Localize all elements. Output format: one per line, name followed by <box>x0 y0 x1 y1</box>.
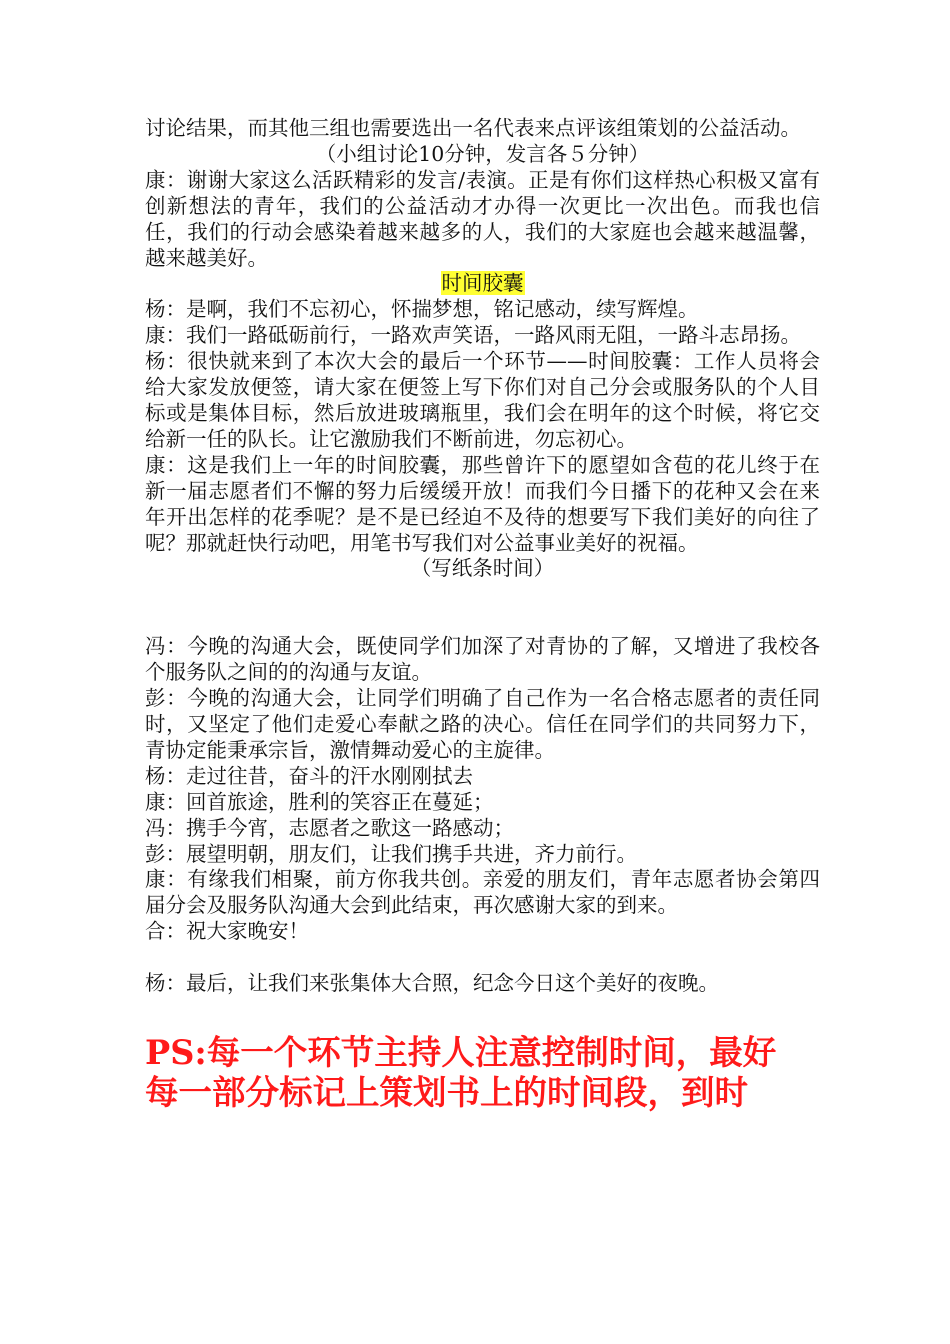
blank-space <box>145 945 820 971</box>
paragraph-yang-2: 杨：很快就来到了本次大会的最后一个环节——时间胶囊：工作人员将会给大家发放便签，请大家在便签上写下你们对自己分会或服务队的个人目标或是集体目标，然后放进玻璃瓶里，我们会在明年的这个时候，将它交给新一任的队长。让它激励我们不断前进，勿忘初心。 <box>145 349 820 451</box>
paragraph-kang-thanks: 康：谢谢大家这么活跃精彩的发言/表演。正是有你们这样热心积极又富有创新想法的青年，我们的公益活动才办得一次更比一次出色。而我也信任，我们的行动会感染着越来越多的人，我们的大家庭也会越来越温馨，越来越美好。 <box>145 167 820 270</box>
section-title-time-capsule <box>145 271 820 297</box>
blank-space <box>145 582 820 634</box>
paragraph-feng-2: 冯：携手今宵，志愿者之歌这一路感动； <box>145 815 514 840</box>
ps-note-line-2: 每一部分标记上策划书上的时间段，到时 <box>145 1073 748 1113</box>
paragraph-discussion-result: 讨论结果，而其他三组也需要选出一名代表来点评该组策划的公益活动。 <box>145 116 801 140</box>
note-writing-time: （写纸条时间） <box>410 556 555 581</box>
paragraph-peng-1: 彭：今晚的沟通大会，让同学们明确了自己作为一名合格志愿者的责任同时，又坚定了他们走爱心奉献之路的决心。信任在同学们的共同努力下，青协定能秉承宗旨，激情舞动爱心的主旋律。 <box>145 686 820 762</box>
note-discussion-time: （小组讨论10分钟，发言各５分钟） <box>315 141 650 166</box>
paragraph-yang-1: 杨：是啊，我们不忘初心，怀揣梦想，铭记感动，续写辉煌。 <box>145 297 699 322</box>
paragraph-kang-4: 康：回首旅途，胜利的笑容正在蔓延； <box>145 789 494 814</box>
paragraph-kang-5: 康：有缘我们相聚，前方你我共创。亲爱的朋友们，青年志愿者协会第四届分会及服务队沟通大会到此结束，再次感谢大家的到来。 <box>145 867 820 918</box>
paragraph-kang-2: 康：我们一路砥砺前行，一路欢声笑语，一路风雨无阻，一路斗志昂扬。 <box>145 323 801 348</box>
ps-note-line-1: PS:每一个环节主持人注意控制时间，最好 <box>145 1033 777 1073</box>
paragraph-yang-4: 杨：最后，让我们来张集体大合照，纪念今日这个美好的夜晚。 <box>145 971 719 996</box>
paragraph-together: 合：祝大家晚安！ <box>145 919 309 944</box>
paragraph-kang-3: 康：这是我们上一年的时间胶囊，那些曾许下的愿望如含苞的花儿终于在新一届志愿者们不懈的努力后缓缓开放！而我们今日播下的花种又会在来年开出怎样的花季呢？是不是已经迫不及待的想要写下我们美好的向往了呢？那就赶快行动吧，用笔书写我们对公益事业美好的祝福。 <box>145 452 820 555</box>
section-title-highlight: 时间胶囊 <box>441 271 524 296</box>
blank-space <box>145 997 820 1033</box>
paragraph-peng-2: 彭：展望明朝，朋友们，让我们携手共进，齐力前行。 <box>145 841 637 866</box>
paragraph-feng-1: 冯：今晚的沟通大会，既使同学们加深了对青协的了解，又增进了我校各个服务队之间的的沟通与友谊。 <box>145 634 820 685</box>
document-body <box>145 116 820 1113</box>
paragraph-yang-3: 杨：走过往昔，奋斗的汗水刚刚拭去 <box>145 763 473 788</box>
